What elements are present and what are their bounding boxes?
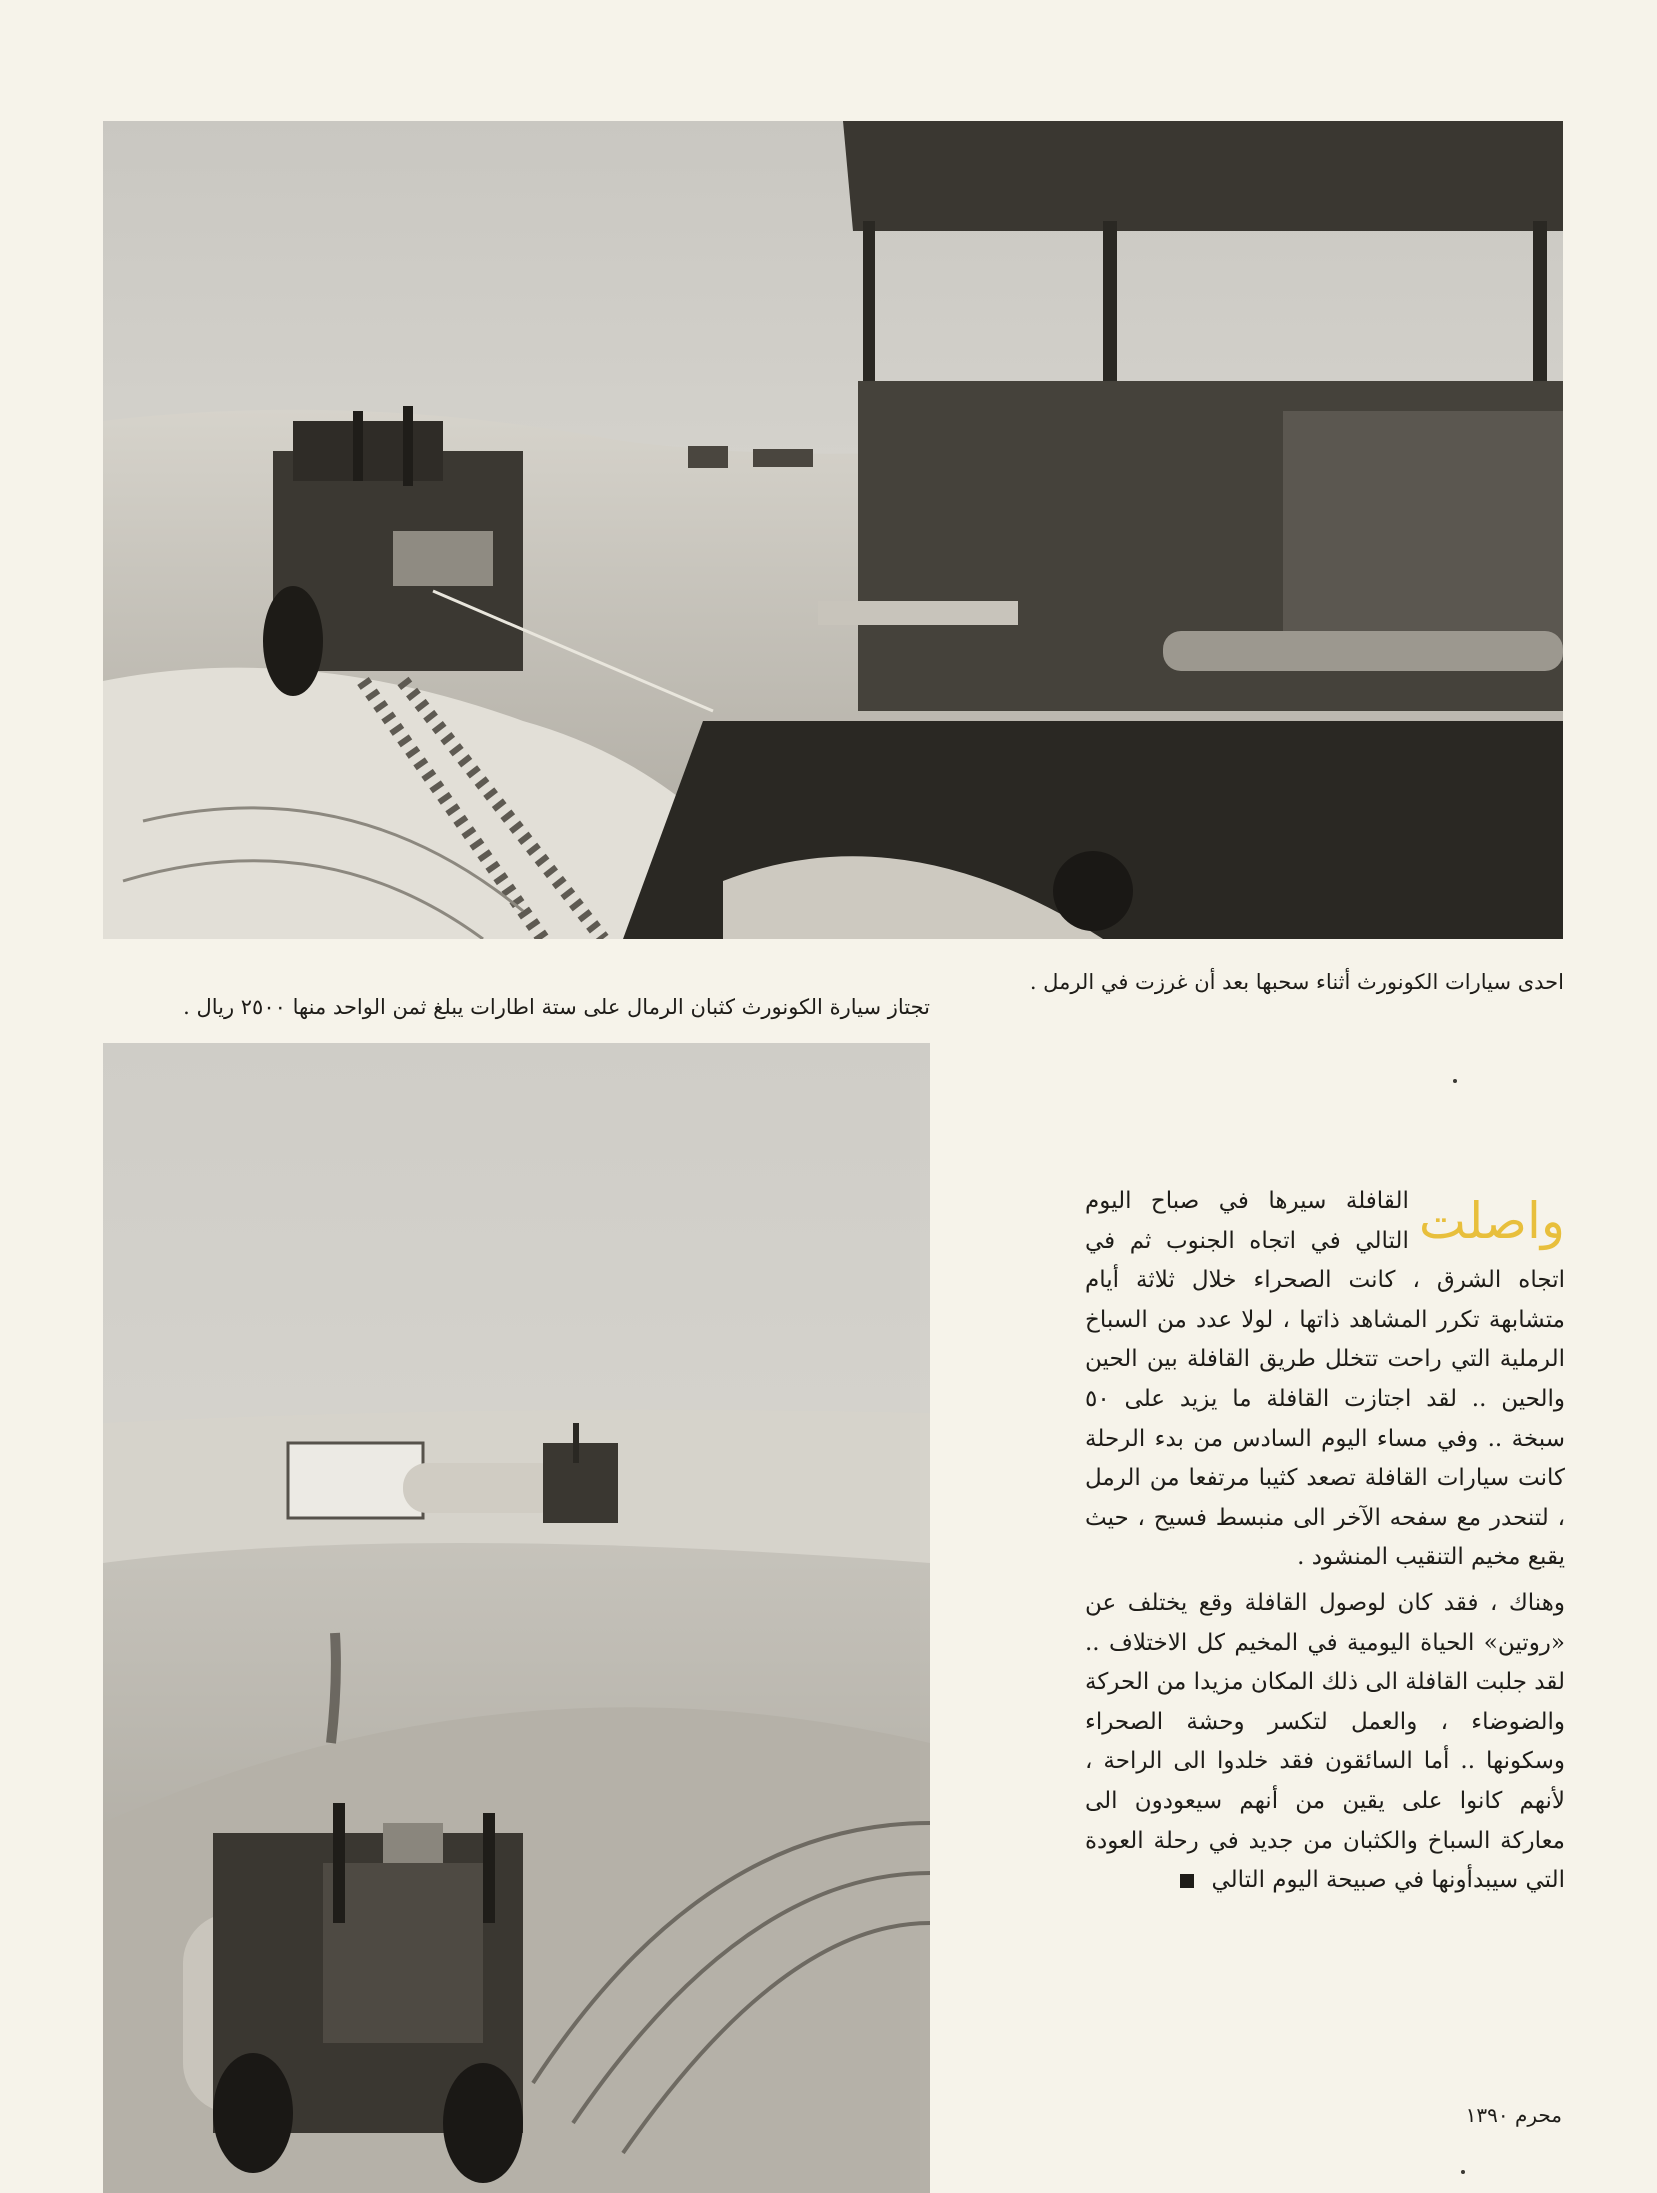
drop-word: واصلت xyxy=(1418,1192,1565,1250)
photo-tractor-towing-truck xyxy=(103,121,1563,939)
speck xyxy=(1453,1079,1457,1083)
page-folio: محرم ١٣٩٠ xyxy=(1465,2103,1562,2127)
speck xyxy=(1461,2170,1465,2174)
photo-tanker-convoy-dunes xyxy=(103,1043,930,2193)
article-paragraph-1 xyxy=(1085,1182,1565,1578)
article-paragraph-1-text: القافلة سيرها في صباح اليوم التالي في اتجاه الجنوب ثم في اتجاه الشرق ، كانت الصحراء خلال ثلاثة أيام متشابهة تكرر المشاهد ذاتها ، لولا عدد من السباخ الرملية التي راحت تتخلل طريق القافلة بين الحين والحين .. لقد اجتازت القافلة ما يزيد على ٥٠ سبخة .. وفي مساء اليوم السادس من بدء الرحلة كانت سيارات القافلة تصعد كثيبا مرتفعا من الرمل ، لتنحدر مع سفحه الآخر الى منبسط فسيح ، حيث يقبع مخيم التنقيب المنشود . xyxy=(1085,1188,1565,1571)
caption-top-photo: احدى سيارات الكونورث أثناء سحبها بعد أن غرزت في الرمل . xyxy=(1029,970,1564,994)
caption-bottom-photo: تجتاز سيارة الكونورث كثبان الرمال على ستة اطارات يبلغ ثمن الواحد منها ٢٥٠٠ ريال . xyxy=(183,995,930,1019)
photo-tanker-convoy-dunes-image xyxy=(103,1043,930,2193)
end-of-article-mark xyxy=(1180,1874,1194,1888)
photo-tractor-towing-truck-image xyxy=(103,121,1563,939)
article-body xyxy=(1085,1182,1565,1901)
article-paragraph-2 xyxy=(1085,1584,1565,1901)
article-paragraph-2-text: وهناك ، فقد كان لوصول القافلة وقع يختلف عن «روتين» الحياة اليومية في المخيم كل الاختلاف .. لقد جلبت القافلة الى ذلك المكان مزيدا من الحركة والضوضاء ، والعمل لتكسر وحشة الصحراء وسكونها .. أما السائقون فقد خلدوا الى الراحة ، لأنهم كانوا على يقين من أنهم سيعودون الى معاركة السباخ والكثبان من جديد في رحلة العودة التي سيبدأونها في صبيحة اليوم التالي xyxy=(1085,1589,1565,1894)
